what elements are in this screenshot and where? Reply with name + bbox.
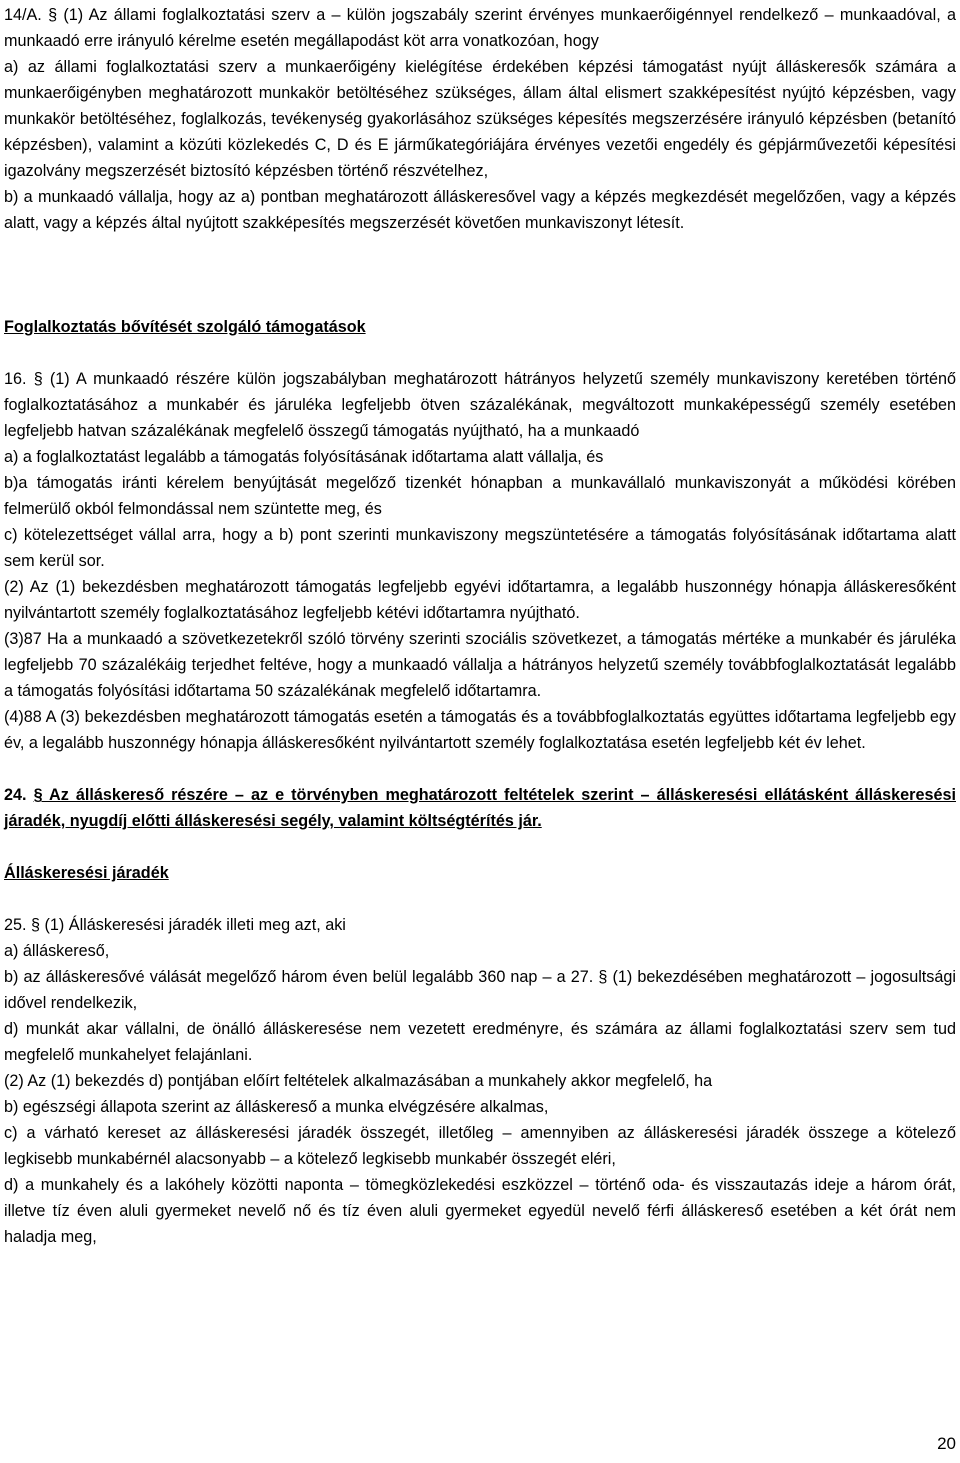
spacer: [4, 756, 956, 782]
paragraph-14a-a: a) az állami foglalkoztatási szerv a munkaerőigény kielégítése érdekében képzési támogatást nyújt álláskeresők számára a munkaerőigényben meghatározott munkakör betöltéséhez szükséges, állam által elismert szakképesítést nyújtó képzésben, vagy munkakör betöltéséhez, foglalkozás, tevékenység gyakorlásához szükséges képesítés megszerzésére irányuló képzésben (betanító képzésben), valamint a közúti közlekedés C, D és E járműkategóriájára érvényes vezetői engedély és gépjárművezetői képesítési igazolvány megszerzését biztosító képzésben történő részvételhez,: [4, 58, 956, 180]
paragraph-16-a: a) a foglalkoztatást legalább a támogatás folyósításának időtartama alatt vállalja, és: [4, 448, 604, 466]
heading-24: [4, 782, 956, 834]
paragraph-25-1: 25. § (1) Álláskeresési járadék illeti meg azt, aki: [4, 916, 346, 934]
paragraph-25-d: d) munkát akar vállalni, de önálló álláskeresése nem vezetett eredményre, és számára az állami foglalkoztatási szerv sem tud megfelelő munkahelyet felajánlani.: [4, 1020, 956, 1064]
paragraph-25-2d: d) a munkahely és a lakóhely közötti naponta – tömegközlekedési eszközzel – történő oda- és visszautazás ideje a három órát, illetve tíz éven aluli gyermeket nevelő nő és tíz éven aluli gyermeket egyedül nevelő férfi álláskereső esetében a két órát nem haladja meg,: [4, 1176, 956, 1246]
heading-jaradek: Álláskeresési járadék: [4, 864, 169, 882]
paragraph-16-2: (2) Az (1) bekezdésben meghatározott támogatás legfeljebb egyévi időtartamra, a legalább huszonnégy hónapja álláskeresőként nyilvántartott személy foglalkoztatásához legfeljebb kétévi időtartamra nyújtható.: [4, 578, 956, 622]
paragraph-16-b: b)a támogatás iránti kérelem benyújtását megelőző tizenkét hónapban a munkavállaló munkaviszonyát a működési körében felmerülő okból felmondással nem szüntette meg, és: [4, 474, 956, 518]
paragraph-25-2b: b) egészségi állapota szerint az álláskereső a munka elvégzésére alkalmas,: [4, 1098, 549, 1116]
paragraph-16-4: (4)88 A (3) bekezdésben meghatározott támogatás esetén a támogatás és a továbbfoglalkoztatás együttes időtartama legfeljebb egy év, a legalább huszonnégy hónapja álláskeresőként nyilvántartott személy foglalkoztatása esetén legfeljebb két év lehet.: [4, 708, 956, 752]
document-page: [4, 2, 956, 1250]
heading-24-text: § Az álláskereső részére – az e törvényben meghatározott feltételek szerint – álláskeresési ellátásként álláskeresési járadék, nyugdíj előtti álláskeresési segély, valamint költségtérítés jár.: [4, 786, 956, 830]
paragraph-25-2: (2) Az (1) bekezdés d) pontjában előírt feltételek alkalmazásában a munkahely akkor megfelelő, ha: [4, 1072, 713, 1090]
paragraph-14a-b: b) a munkaadó vállalja, hogy az a) pontban meghatározott álláskeresővel vagy a képzés megkezdését megelőzően, vagy a képzés alatt, vagy a képzés által nyújtott szakképesítés megszerzését követően munkaviszonyt létesít.: [4, 188, 956, 232]
paragraph-16-3: (3)87 Ha a munkaadó a szövetkezetekről szóló törvény szerinti szociális szövetkezet, a támogatás mértéke a munkabér és járuléka legfeljebb 70 százalékáig terjedhet feltéve, hogy a munkaadó vállalja a hátrányos helyzetű személy továbbfoglalkoztatását legalább a támogatás folyósítási időtartama 50 százalékának megfelelő időtartamra.: [4, 630, 956, 700]
paragraph-25-b: b) az álláskeresővé válását megelőző három éven belül legalább 360 nap – a 27. § (1) bekezdésében meghatározott – jogosultsági idővel rendelkezik,: [4, 968, 956, 1012]
spacer: [4, 236, 956, 314]
paragraph-25-2c: c) a várható kereset az álláskeresési járadék összegét, illetőleg – amennyiben az álláskeresési járadék összege a kötelező legkisebb munkabérnél alacsonyabb – a kötelező legkisebb munkabér összegét eléri,: [4, 1124, 956, 1168]
spacer: [4, 886, 956, 912]
paragraph-14a-intro: 14/A. § (1) Az állami foglalkoztatási szerv a – külön jogszabály szerint érvényes munkaerőigénnyel rendelkező – munkaadóval, a munkaadó erre irányuló kérelme esetén megállapodást köt arra vonatkozóan, hogy: [4, 6, 956, 50]
spacer: [4, 834, 956, 860]
page-number: 20: [937, 1434, 956, 1453]
paragraph-16-c: c) kötelezettséget vállal arra, hogy a b) pont szerinti munkaviszony megszüntetésére a támogatás folyósításának időtartama alatt sem kerül sor.: [4, 526, 956, 570]
paragraph-25-a: a) álláskereső,: [4, 942, 110, 960]
spacer: [4, 340, 956, 366]
paragraph-16-1: 16. § (1) A munkaadó részére külön jogszabályban meghatározott hátrányos helyzetű személy munkaviszony keretében történő foglalkoztatásához a munkabér és járuléka legfeljebb ötven százalékának, megváltozott munkaképességű személy esetében legfeljebb hatvan százalékának megfelelő összegű támogatás nyújtható, ha a munkaadó: [4, 370, 956, 440]
heading-foglalkoztatas: Foglalkoztatás bővítését szolgáló támogatások: [4, 318, 366, 336]
heading-24-number: 24.: [4, 786, 27, 804]
